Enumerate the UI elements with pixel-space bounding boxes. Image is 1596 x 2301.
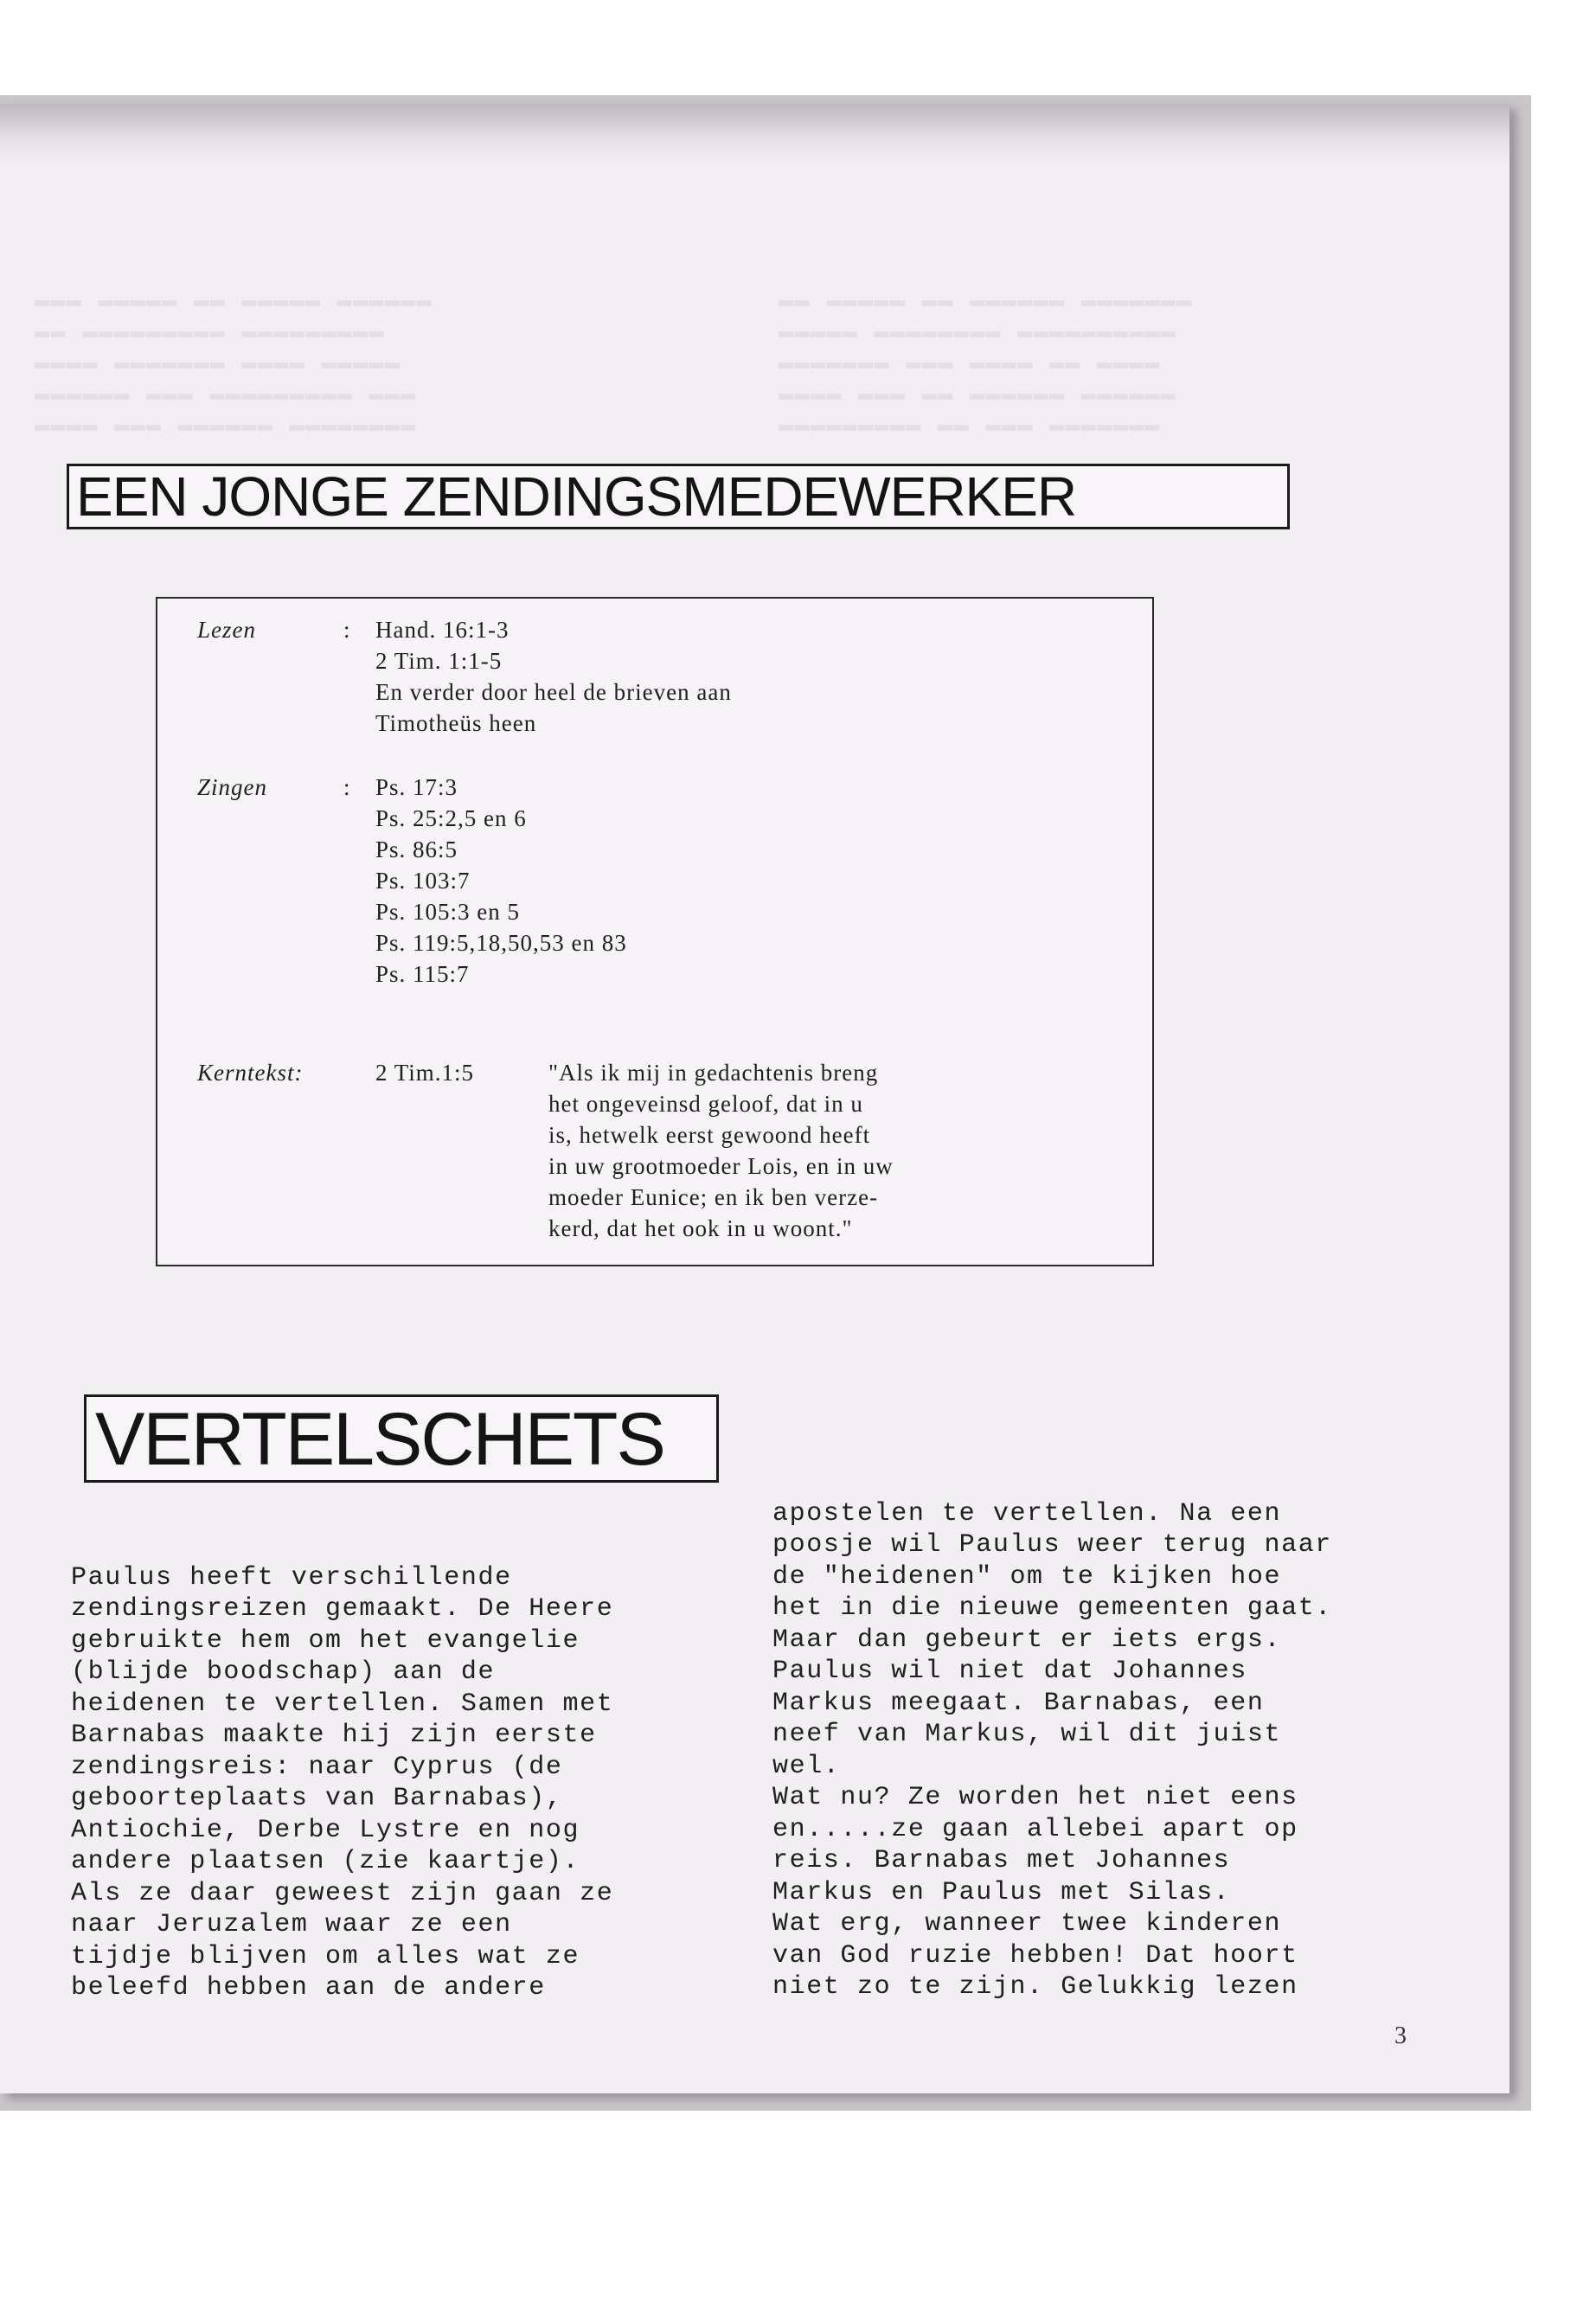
lezen-line: 2 Tim. 1:1-5 — [375, 648, 503, 674]
reading-info-box — [156, 597, 1154, 1266]
zingen-label: Zingen — [197, 774, 268, 800]
zingen-line: Ps. 119:5,18,50,53 en 83 — [375, 930, 627, 956]
body-line: wel. — [772, 1752, 841, 1781]
lezen-line: Hand. 16:1-3 — [375, 617, 510, 643]
main-title: EEN JONGE ZENDINGSMEDEWERKER — [67, 464, 1290, 529]
body-line: Antiochie, Derbe Lystre en nog — [71, 1816, 580, 1845]
kerntekst-line: in uw grootmoeder Lois, en in uw — [548, 1153, 894, 1179]
body-line: apostelen te vertellen. Na een — [772, 1499, 1282, 1529]
zingen-line: Ps. 105:3 en 5 — [375, 899, 521, 925]
body-line: gebruikte hem om het evangelie — [71, 1626, 580, 1656]
body-line: Wat nu? Ze worden het niet eens — [772, 1783, 1298, 1812]
body-line: neef van Markus, wil dit juist — [772, 1720, 1282, 1749]
body-line: naar Jeruzalem waar ze een — [71, 1910, 512, 1939]
body-line: Paulus heeft verschillende — [71, 1563, 512, 1593]
lezen-colon: : — [343, 617, 351, 643]
kerntekst-line: moeder Eunice; en ik ben verze- — [548, 1184, 879, 1210]
show-through-left: ▬▬▬ ▬▬▬▬▬ ▬▬ ▬▬▬▬▬ ▬▬▬▬▬▬ ▬▬ ▬▬▬▬▬▬▬▬▬ ▬▬▬▬▬▬▬▬▬ ▬▬▬▬ ▬▬▬▬▬▬▬ ▬▬▬▬ ▬▬▬▬▬ ▬▬▬▬▬▬ ▬▬▬ ▬▬▬▬▬▬▬▬▬ ▬▬▬ ▬▬▬▬ ▬▬▬ ▬▬▬▬▬▬ ▬▬▬▬▬▬▬▬ — [35, 286, 433, 439]
body-line: reis. Barnabas met Johannes — [772, 1846, 1231, 1875]
body-line: Markus meegaat. Barnabas, een — [772, 1689, 1265, 1718]
lezen-line: En verder door heel de brieven aan — [375, 679, 732, 705]
body-line: zendingsreizen gemaakt. De Heere — [71, 1594, 614, 1624]
kerntekst-ref: 2 Tim.1:5 — [375, 1060, 475, 1086]
body-line: heidenen te vertellen. Samen met — [71, 1689, 614, 1719]
lezen-line: Timotheüs heen — [375, 710, 537, 736]
body-line: Maar dan gebeurt er iets ergs. — [772, 1625, 1282, 1655]
body-line: zendingsreis: naar Cyprus (de — [71, 1753, 563, 1782]
body-line: tijdje blijven om alles wat ze — [71, 1942, 580, 1971]
body-line: poosje wil Paulus weer terug naar — [772, 1530, 1332, 1560]
show-through-right: ▬▬ ▬▬▬▬▬ ▬▬ ▬▬▬▬▬▬ ▬▬▬▬▬▬▬ ▬▬▬▬▬ ▬▬▬▬▬▬▬▬ ▬▬▬▬▬▬▬▬▬▬ ▬▬▬▬▬▬▬ ▬▬▬ ▬▬▬▬ ▬▬ ▬▬▬▬ ▬▬▬▬ ▬▬▬ ▬▬ ▬▬▬▬▬▬ ▬▬▬▬▬▬ ▬▬▬▬▬▬▬▬▬ ▬▬ ▬▬▬ ▬▬▬▬▬▬▬ — [779, 286, 1193, 439]
page-number: 3 — [1394, 2022, 1407, 2049]
zingen-line: Ps. 25:2,5 en 6 — [375, 805, 527, 831]
body-line: niet zo te zijn. Gelukkig lezen — [772, 1972, 1298, 2002]
section-title: VERTELSCHETS — [84, 1394, 719, 1483]
zingen-line: Ps. 86:5 — [375, 836, 458, 862]
lezen-label: Lezen — [197, 617, 256, 643]
body-line: andere plaatsen (zie kaartje). — [71, 1847, 580, 1876]
body-line: Markus en Paulus met Silas. — [772, 1878, 1231, 1907]
body-line: beleefd hebben aan de andere — [71, 1973, 546, 2003]
body-line: de "heidenen" om te kijken hoe — [772, 1562, 1282, 1592]
zingen-line: Ps. 17:3 — [375, 774, 458, 800]
body-line: Als ze daar geweest zijn gaan ze — [71, 1879, 614, 1908]
body-line: van God ruzie hebben! Dat hoort — [772, 1941, 1298, 1971]
body-line: het in die nieuwe gemeenten gaat. — [772, 1593, 1332, 1623]
body-line: Barnabas maakte hij zijn eerste — [71, 1721, 597, 1750]
kerntekst-line: is, hetwelk eerst gewoond heeft — [548, 1122, 871, 1148]
zingen-line: Ps. 115:7 — [375, 961, 470, 987]
body-line: Paulus wil niet dat Johannes — [772, 1657, 1247, 1686]
kerntekst-line: het ongeveinsd geloof, dat in u — [548, 1091, 863, 1117]
body-line: (blijde boodschap) aan de — [71, 1657, 496, 1687]
body-line: en.....ze gaan allebei apart op — [772, 1815, 1298, 1844]
body-line: Wat erg, wanneer twee kinderen — [772, 1909, 1282, 1939]
kerntekst-label: Kerntekst: — [197, 1060, 304, 1086]
kerntekst-line: "Als ik mij in gedachtenis breng — [548, 1060, 879, 1086]
kerntekst-line: kerd, dat het ook in u woont." — [548, 1215, 853, 1241]
zingen-colon: : — [343, 774, 351, 800]
body-line: geboorteplaats van Barnabas), — [71, 1784, 563, 1813]
zingen-line: Ps. 103:7 — [375, 868, 471, 894]
